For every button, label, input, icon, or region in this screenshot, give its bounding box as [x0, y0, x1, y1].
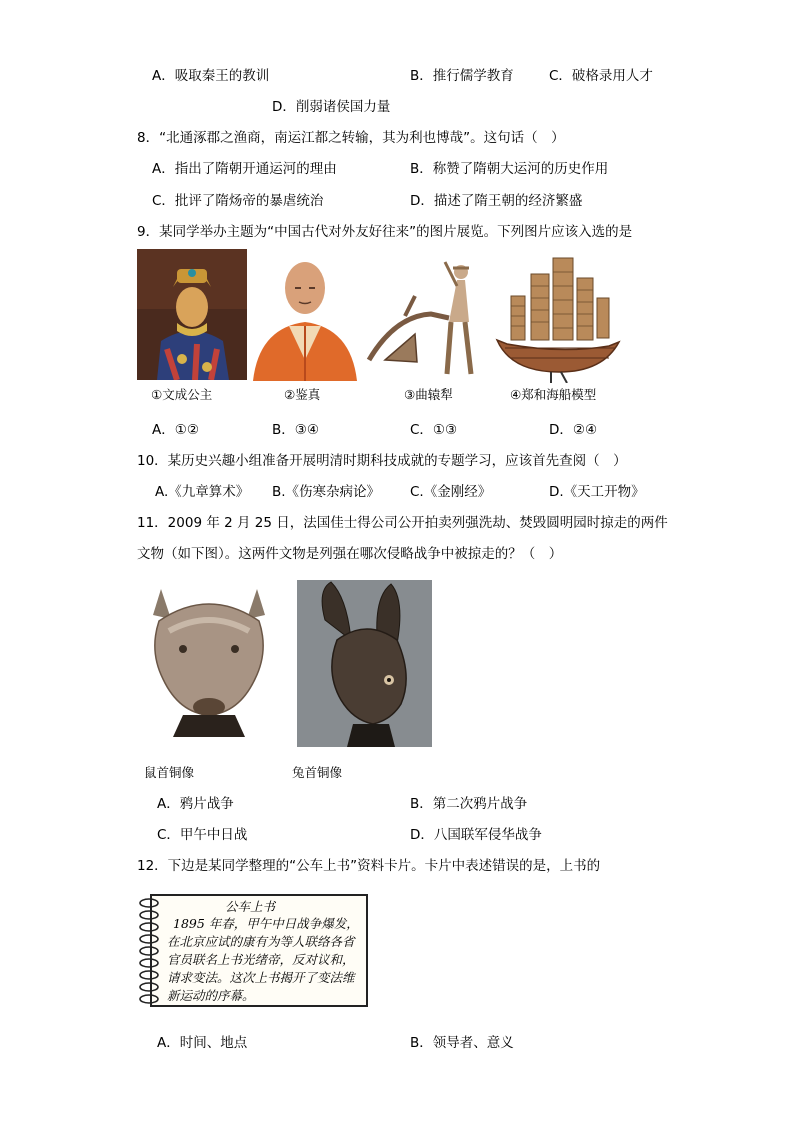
rabbit-head-bronze-image: [297, 580, 432, 747]
card-line-1: 1895 年春，甲午中日战争爆发，: [173, 916, 359, 931]
card-title: 公车上书: [225, 899, 276, 914]
q10-option-d: D.《天工开物》: [549, 484, 645, 500]
q7-option-d: D．削弱诸侯国力量: [272, 99, 391, 115]
rat-head-bronze-image: [143, 585, 275, 737]
q12-option-a: A．时间、地点: [157, 1035, 248, 1051]
q11-caption-rat: 鼠首铜像: [144, 765, 195, 780]
q11-option-c: C．甲午中日战: [157, 827, 248, 843]
q9-caption-4: ④郑和海船模型: [510, 387, 597, 402]
q12-stem: 12．下边是某同学整理的“公车上书”资料卡片。卡片中表述错误的是，上书的: [137, 858, 601, 874]
gongche-shangshu-card: [137, 893, 369, 1008]
q11-option-d: D．八国联军侵华战争: [410, 827, 542, 843]
q8-stem: 8．“北通涿郡之渔商，南运江都之转输，其为利也博哉”。这句话（ ）: [137, 130, 565, 146]
q9-option-c: C．①③: [410, 422, 458, 438]
q11-stem-line2: 文物（如下图）。这两件文物是列强在哪次侵略战争中被掠走的？（ ）: [137, 546, 563, 562]
q11-caption-rabbit: 兔首铜像: [292, 765, 343, 780]
q10-option-a: A.《九章算术》: [155, 484, 250, 500]
q9-option-b: B．③④: [272, 422, 319, 438]
q8-option-a: A．指出了隋朝开通运河的理由: [152, 161, 337, 177]
q10-option-b: B.《伤寒杂病论》: [272, 484, 381, 500]
q9-option-a: A．①②: [152, 422, 199, 438]
q9-caption-2: ②鉴真: [284, 387, 321, 402]
card-line-3: 官员联名上书光绪帝，反对议和，: [167, 952, 355, 967]
q7-option-c: C．破格录用人才: [549, 68, 653, 84]
zhenghe-ship-image: [491, 254, 626, 383]
q7-option-a: A．吸取秦王的教训: [152, 68, 270, 84]
q12-option-b: B．领导者、意义: [410, 1035, 514, 1051]
q11-option-a: A．鸦片战争: [157, 796, 234, 812]
q8-option-c: C．批评了隋炀帝的暴虐统治: [152, 193, 324, 209]
card-line-5: 新运动的序幕。: [167, 988, 255, 1003]
q9-caption-1: ①文成公主: [151, 387, 213, 402]
q9-option-d: D．②④: [549, 422, 598, 438]
card-line-4: 请求变法。这次上书揭开了变法维: [167, 970, 355, 985]
q8-option-d: D．描述了隋王朝的经济繁盛: [410, 193, 583, 209]
q8-option-b: B．称赞了隋朝大运河的历史作用: [410, 161, 609, 177]
q10-stem: 10．某历史兴趣小组准备开展明清时期科技成就的专题学习，应该首先查阅（ ）: [137, 453, 627, 469]
curved-plough-image: [365, 256, 490, 381]
q7-option-b: B．推行儒学教育: [410, 68, 514, 84]
card-line-2: 在北京应试的康有为等人联络各省: [167, 934, 355, 949]
jianzhen-image: [249, 250, 361, 381]
q11-stem-line1: 11．2009 年 2 月 25 日，法国佳士得公司公开拍卖列强洗劫、焚毁圆明园时掠走的两件: [137, 515, 668, 531]
q9-stem: 9．某同学举办主题为“中国古代对外友好往来”的图片展览。下列图片应该入选的是: [137, 224, 633, 240]
q10-option-c: C.《金刚经》: [410, 484, 492, 500]
q11-option-b: B．第二次鸦片战争: [410, 796, 528, 812]
q9-caption-3: ③曲辕犁: [404, 387, 453, 402]
wencheng-princess-image: [137, 249, 247, 380]
